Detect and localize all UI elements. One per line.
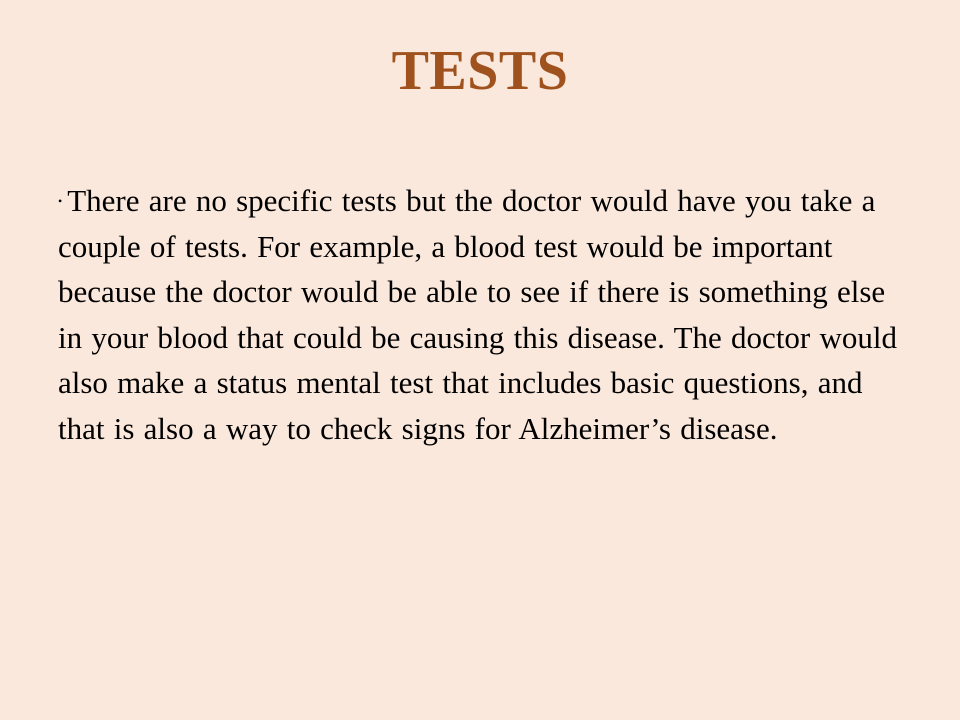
bullet-text: There are no specific tests but the doctor would have you take a couple of tests. For example, a blood test would be important because the doctor would be able to see if there is something else in your blood that could be causing this disease. The doctor would also make a status mental test that includes basic questions, and that is also a way to check signs for Alzheimer’s disease.: [58, 183, 897, 446]
slide-title: TESTS: [391, 40, 569, 102]
bullet-icon: •: [58, 194, 63, 208]
bullet-paragraph: [58, 178, 908, 451]
